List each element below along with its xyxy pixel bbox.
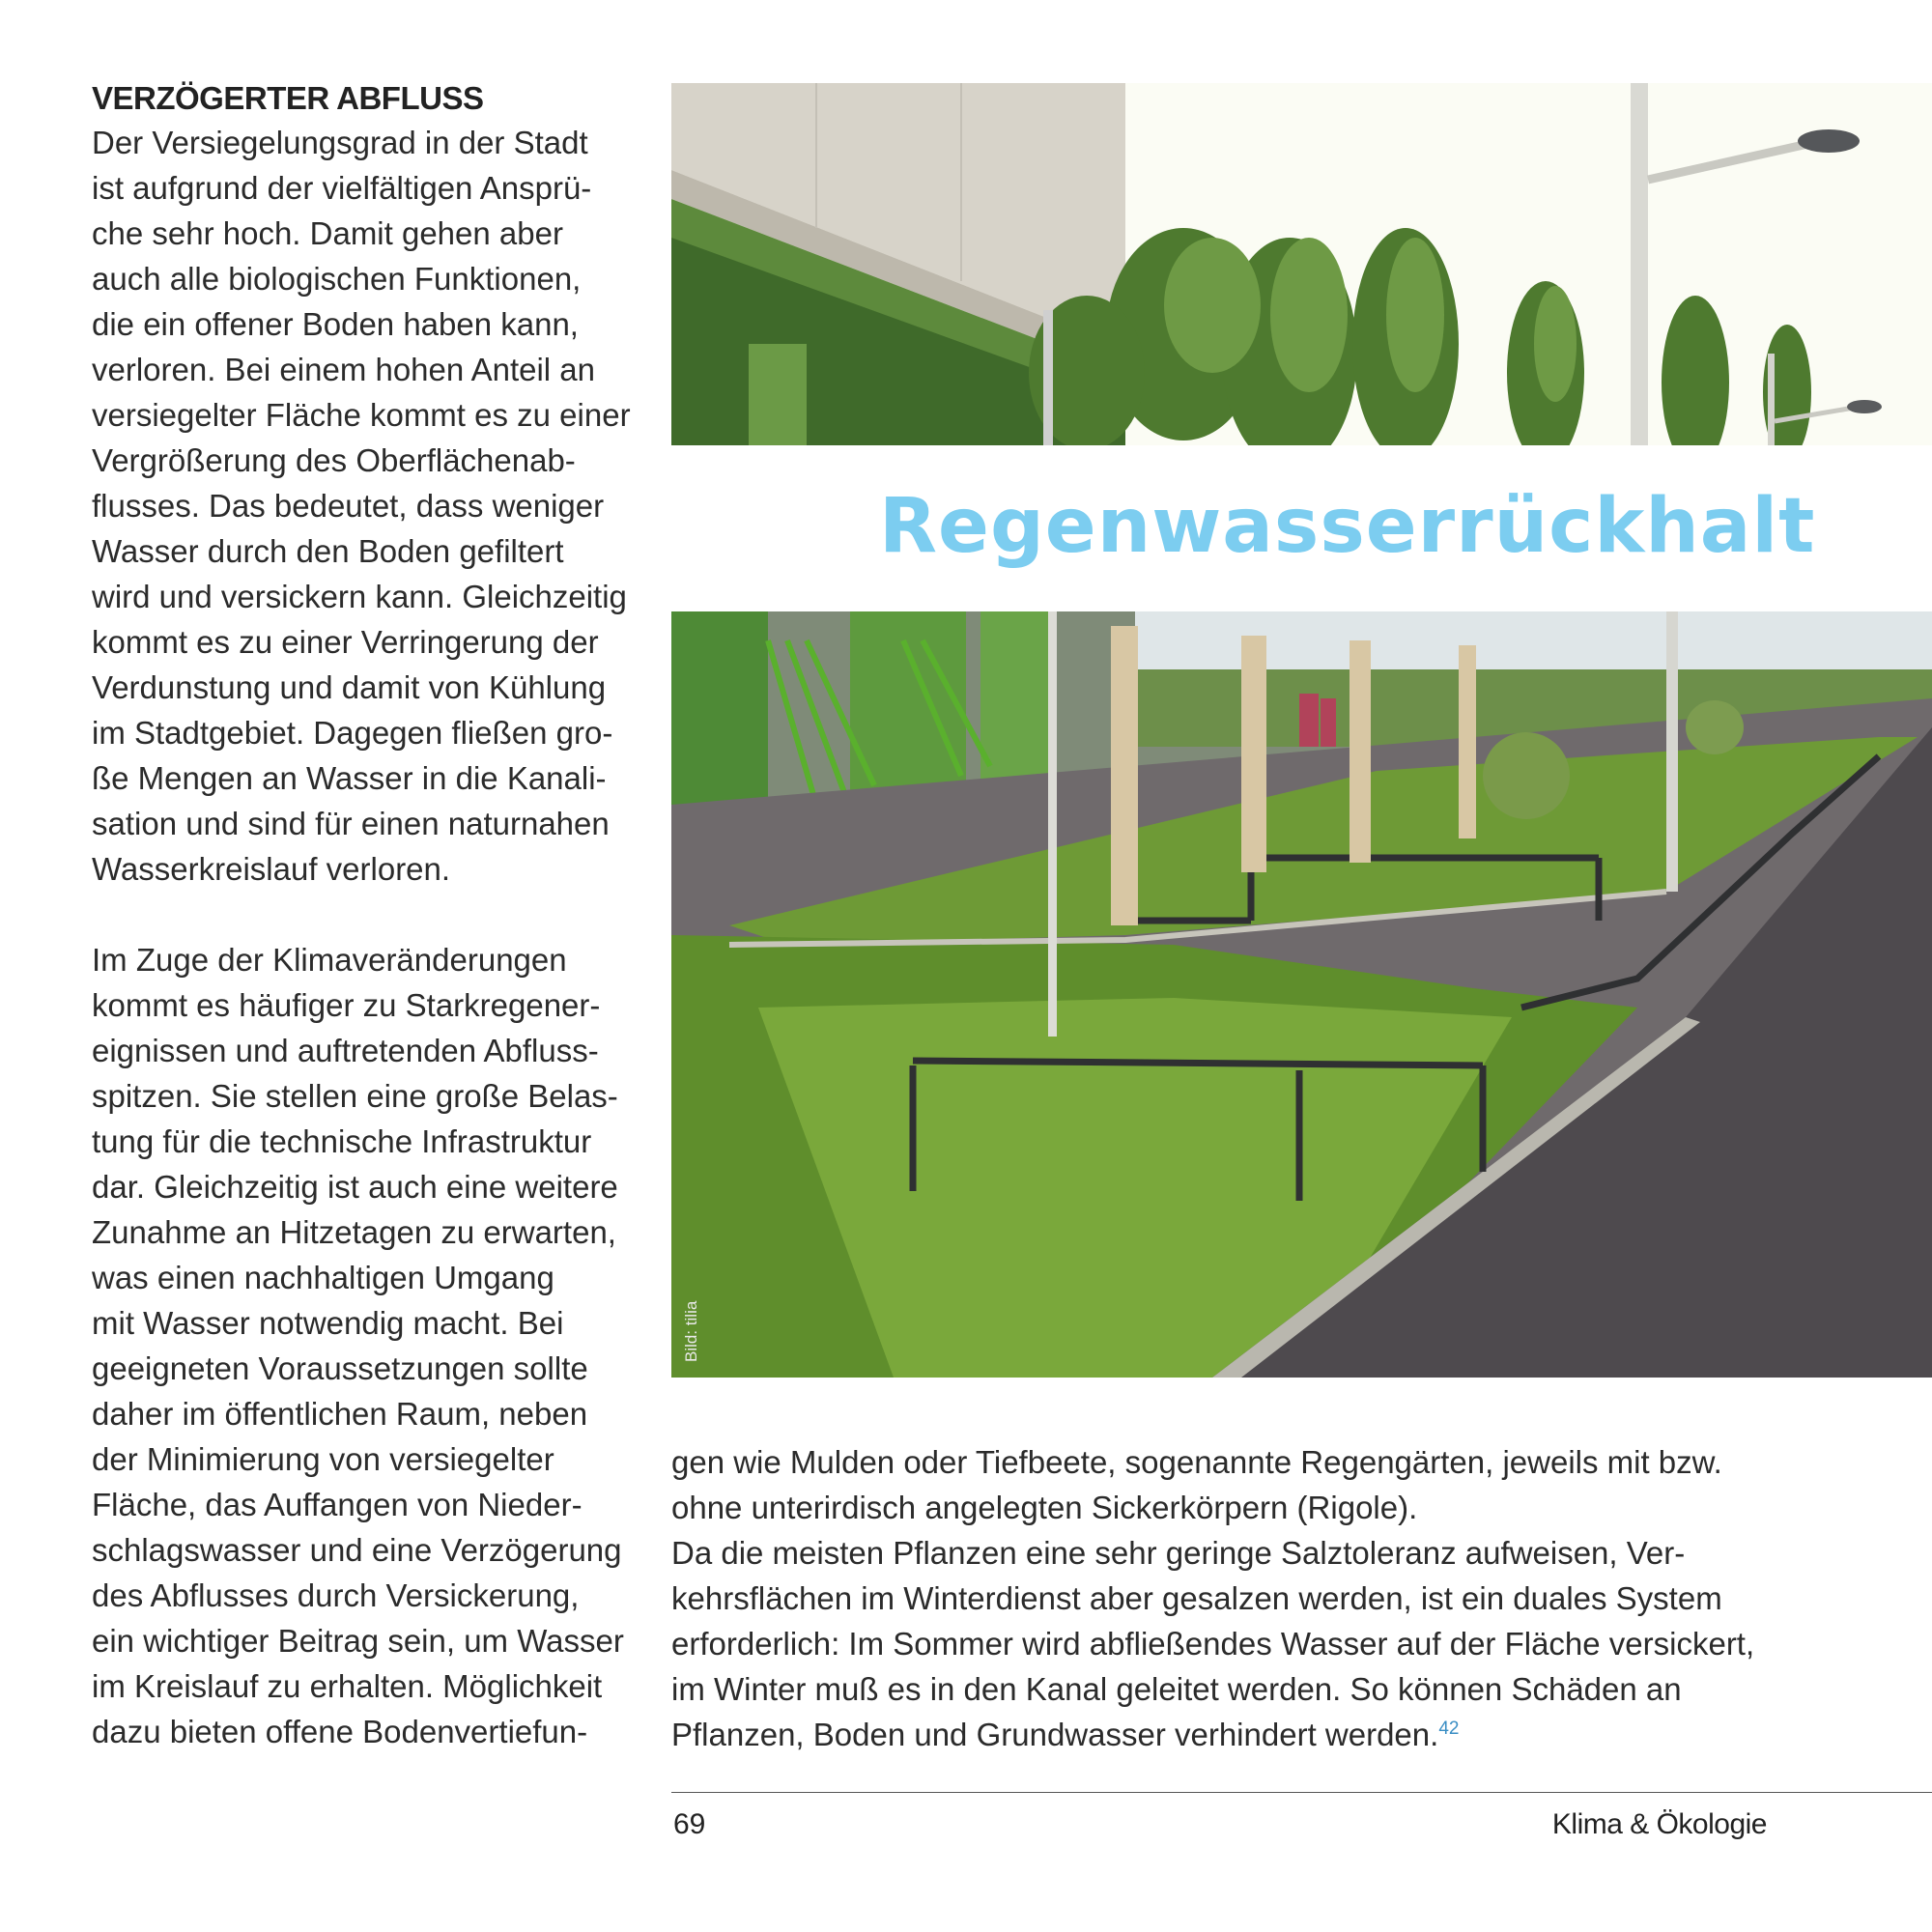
left-column xyxy=(92,77,662,1754)
text-line: che sehr hoch. Damit gehen aber xyxy=(92,215,563,251)
text-line: gen wie Mulden oder Tiefbeete, sogenannte Regengärten, jeweils mit bzw. xyxy=(671,1444,1722,1480)
text-line xyxy=(671,1712,1918,1757)
paragraph-2 xyxy=(92,937,662,1754)
text-line: der Minimierung von versiegelter xyxy=(92,1441,554,1477)
text-line: Im Zuge der Klimaveränderungen xyxy=(92,942,567,978)
last-line-text: Pflanzen, Boden und Grundwasser verhindert werden. xyxy=(671,1717,1439,1752)
text-line: auch alle biologischen Funktionen, xyxy=(92,261,582,297)
text-line: kehrsflächen im Winterdienst aber gesalzen werden, ist ein duales System xyxy=(671,1580,1722,1616)
text-line: ße Mengen an Wasser in die Kanali- xyxy=(92,760,607,796)
continuation-paragraph xyxy=(671,1439,1918,1757)
text-line: Vergrößerung des Oberflächenab- xyxy=(92,442,576,478)
text-line: schlagswasser und eine Verzögerung xyxy=(92,1532,622,1568)
text-line: Zunahme an Hitzetagen zu erwarten, xyxy=(92,1214,616,1250)
text-line: Fläche, das Auffangen von Nieder- xyxy=(92,1487,582,1522)
text-line: kommt es häufiger zu Starkregener- xyxy=(92,987,601,1023)
text-line: geeigneten Voraussetzungen sollte xyxy=(92,1350,588,1386)
paragraph-gap xyxy=(92,892,662,937)
page-title: Regenwasserrückhalt xyxy=(879,483,1816,570)
text-line: im Stadtgebiet. Dagegen fließen gro- xyxy=(92,715,613,751)
section-name: Klima & Ökologie xyxy=(1551,1808,1767,1840)
text-line: daher im öffentlichen Raum, neben xyxy=(92,1396,588,1432)
footnote-link[interactable]: 42 xyxy=(1438,1719,1460,1739)
page-number: 69 xyxy=(673,1808,706,1840)
photo-rain-garden xyxy=(671,611,1932,1378)
text-line: Da die meisten Pflanzen eine sehr geringe Salztoleranz aufweisen, Ver- xyxy=(671,1535,1686,1571)
text-line: Der Versiegelungsgrad in der Stadt xyxy=(92,125,588,160)
text-line: flusses. Das bedeutet, dass weniger xyxy=(92,488,605,524)
text-line: Wasserkreislauf verloren. xyxy=(92,851,451,887)
text-line: erforderlich: Im Sommer wird abfließendes Wasser auf der Fläche versickert, xyxy=(671,1626,1755,1662)
text-line: Verdunstung und damit von Kühlung xyxy=(92,669,607,705)
text-line: spitzen. Sie stellen eine große Belas- xyxy=(92,1078,618,1114)
section-heading: VERZÖGERTER ABFLUSS xyxy=(92,80,484,116)
text-line: sation und sind für einen naturnahen xyxy=(92,806,610,841)
text-line: dar. Gleichzeitig ist auch eine weitere xyxy=(92,1169,618,1205)
text-line: verloren. Bei einem hohen Anteil an xyxy=(92,352,596,387)
text-line: die ein offener Boden haben kann, xyxy=(92,306,579,342)
text-line: im Winter muß es in den Kanal geleitet werden. So können Schäden an xyxy=(671,1671,1682,1707)
text-line: Wasser durch den Boden gefiltert xyxy=(92,533,564,569)
text-line: versiegelter Fläche kommt es zu einer xyxy=(92,397,631,433)
text-line: dazu bieten offene Bodenvertiefun- xyxy=(92,1714,588,1749)
text-line: wird und versickern kann. Gleichzeitig xyxy=(92,579,627,614)
text-line: ein wichtiger Beitrag sein, um Wasser xyxy=(92,1623,624,1659)
text-line: eignissen und auftretenden Abfluss- xyxy=(92,1033,599,1068)
text-line: mit Wasser notwendig macht. Bei xyxy=(92,1305,564,1341)
photo-credit: Bild: tilia xyxy=(682,1300,700,1362)
text-line: was einen nachhaltigen Umgang xyxy=(92,1260,554,1295)
photo-underpass-trees xyxy=(671,83,1932,445)
text-line: des Abflusses durch Versickerung, xyxy=(92,1577,580,1613)
right-column xyxy=(671,1439,1918,1757)
text-line: im Kreislauf zu erhalten. Möglichkeit xyxy=(92,1668,603,1704)
footer-divider xyxy=(671,1792,1932,1793)
text-line: kommt es zu einer Verringerung der xyxy=(92,624,599,660)
text-line: ist aufgrund der vielfältigen Ansprü- xyxy=(92,170,592,206)
paragraph-1 xyxy=(92,120,662,892)
text-line: tung für die technische Infrastruktur xyxy=(92,1123,592,1159)
text-line: ohne unterirdisch angelegten Sickerkörpern (Rigole). xyxy=(671,1490,1418,1525)
